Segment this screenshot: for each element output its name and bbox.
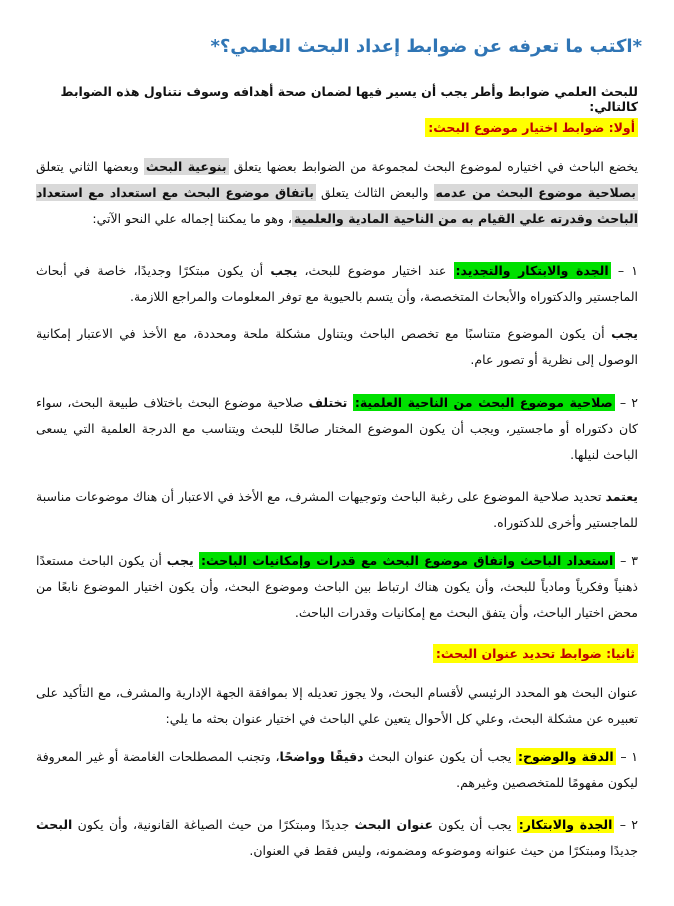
bold-run: البحث	[36, 817, 73, 832]
text-run: أن يكون مبتكرًا وجديدًا، خاصة في أبحاث الماجستير والدكتوراه والأبحاث المتخصصة، وأن يتسم بالحيوية مع توفر المعلومات والمراجع اللازمة.	[36, 263, 638, 304]
item-number: ١ –	[620, 749, 638, 764]
item-label: صلاحية موضوع البحث من الناحية العلمية:	[354, 395, 613, 410]
item-label: الجدة والابتكار:	[518, 817, 613, 832]
section2-heading	[433, 646, 638, 661]
section1-item1	[36, 258, 638, 310]
section1-heading-text: أولا: ضوابط اختيار موضوع البحث:	[425, 118, 638, 137]
section1-heading	[425, 120, 638, 135]
section1-item2-continued	[36, 484, 638, 536]
bold-run: عنوان البحث	[354, 817, 433, 832]
text-run: تحديد صلاحية الموضوع على رغبة الباحث وتوجيهات المشرف، مع الأخذ في الاعتبار أن هناك موضوعات مناسبة للماجستير وأخرى للدكتوراه.	[36, 489, 638, 530]
section1-item3	[36, 548, 638, 626]
bold-run: يجب	[166, 553, 199, 568]
bold-run: يجب	[270, 263, 298, 278]
text-run: وبعضها الثاني يتعلق	[36, 159, 144, 174]
bold-run: يعتمد	[605, 489, 638, 504]
highlight-researcher-readiness: باتفاق موضوع البحث مع استعداد مع استعداد الباحث وقدرته علي القيام به من الناحية المادية والعلمية	[36, 185, 638, 226]
text-run: يجب أن يكون عنوان البحث	[363, 749, 517, 764]
page-title: *اكتب ما تعرفه عن ضوابط إعداد البحث العلمي؟*	[210, 36, 642, 57]
text-run: ، وتجنب المصطلحات الغامضة أو غير المعروفة ليكون مفهومًا للمتخصصين وغيرهم.	[36, 749, 638, 790]
section2-paragraph: عنوان البحث هو المحدد الرئيسي لأقسام البحث، ولا يجوز تعديله إلا بموافقة الجهة الإدارية والمشرف، مع التأكيد على تعبيره عن مشكلة البحث، وعلي كل الأحوال يتعين علي الباحث في اختيار عنوان بحثه ما يلي:	[36, 685, 638, 726]
item-label: استعداد الباحث واتفاق موضوع البحث مع قدرات وإمكانيات الباحث:	[200, 553, 614, 568]
item-label: الدقة والوضوح:	[518, 749, 614, 764]
item-number: ١ –	[617, 263, 639, 278]
text-run: جديدًا ومبتكرًا من حيث عنوانه وموضوعه ومضمونه، وليس فقط في العنوان.	[249, 843, 638, 858]
bold-run: دقيقًا وواضحًا	[279, 749, 364, 764]
text-run: جديدًا ومبتكرًا من حيث الصياغة القانونية، وأن يكون	[72, 817, 355, 832]
highlight-research-type: بنوعية البحث	[145, 159, 227, 174]
text-run: عند اختيار موضوع للبحث،	[297, 263, 454, 278]
text-run: ، وهو ما يمكننا إجماله علي النحو الآتي:	[92, 211, 292, 226]
section1-item1-continued	[36, 321, 638, 373]
intro-text: للبحث العلمي ضوابط وأطر يجب أن يسير فيها لضمان صحة أهدافه وسوف نتناول هذه الضوابط كالتالي:	[60, 84, 638, 114]
section1-paragraph	[36, 154, 638, 232]
item-number: ٣ –	[620, 553, 638, 568]
section2-item1	[36, 744, 638, 796]
text-run: أن يكون الباحث مستعدًا ذهنياً وفكرياً ومادياً للبحث، وأن يكون هناك ارتباط بين الباحث وموضوع البحث، وأن يكون اختيار الموضوع نابعًا من محض اختيار الباحث، وأن يتفق البحث مع إمكانيات وقدرات الباحث.	[36, 553, 638, 620]
section1-item2	[36, 390, 638, 468]
bold-run: يجب	[611, 326, 638, 341]
item-number: ٢ –	[619, 395, 639, 410]
item-label: الجدة والابتكار والتجديد:	[455, 263, 609, 278]
item-number: ٢ –	[619, 817, 638, 832]
text-run: والبعض الثالث يتعلق	[315, 185, 434, 200]
highlight-topic-validity: بصلاحية موضوع البحث من عدمه	[435, 185, 636, 200]
section2-heading-text: ثانيا: ضوابط تحديد عنوان البحث:	[433, 644, 638, 663]
section2-item2	[36, 812, 638, 864]
text-run: يجب أن يكون	[432, 817, 517, 832]
text-run: أن يكون الموضوع متناسبًا مع تخصص الباحث ويتناول مشكلة ملحة ومحددة، مع الأخذ في الاعتبار إمكانية الوصول إلى نظرية أو تصور عام.	[36, 326, 638, 367]
text-run: صلاحية موضوع البحث باختلاف طبيعة البحث، سواء كان دكتوراه أو ماجستير، ويجب أن يكون الموضوع المختار صالحًا للبحث ويتناسب مع الدرجة العلمية التي يسعى الباحث لنيلها.	[36, 395, 638, 462]
text-run: يخضع الباحث في اختياره لموضوع البحث لمجموعة من الضوابط بعضها يتعلق	[228, 159, 638, 174]
bold-run: تختلف	[308, 395, 353, 410]
